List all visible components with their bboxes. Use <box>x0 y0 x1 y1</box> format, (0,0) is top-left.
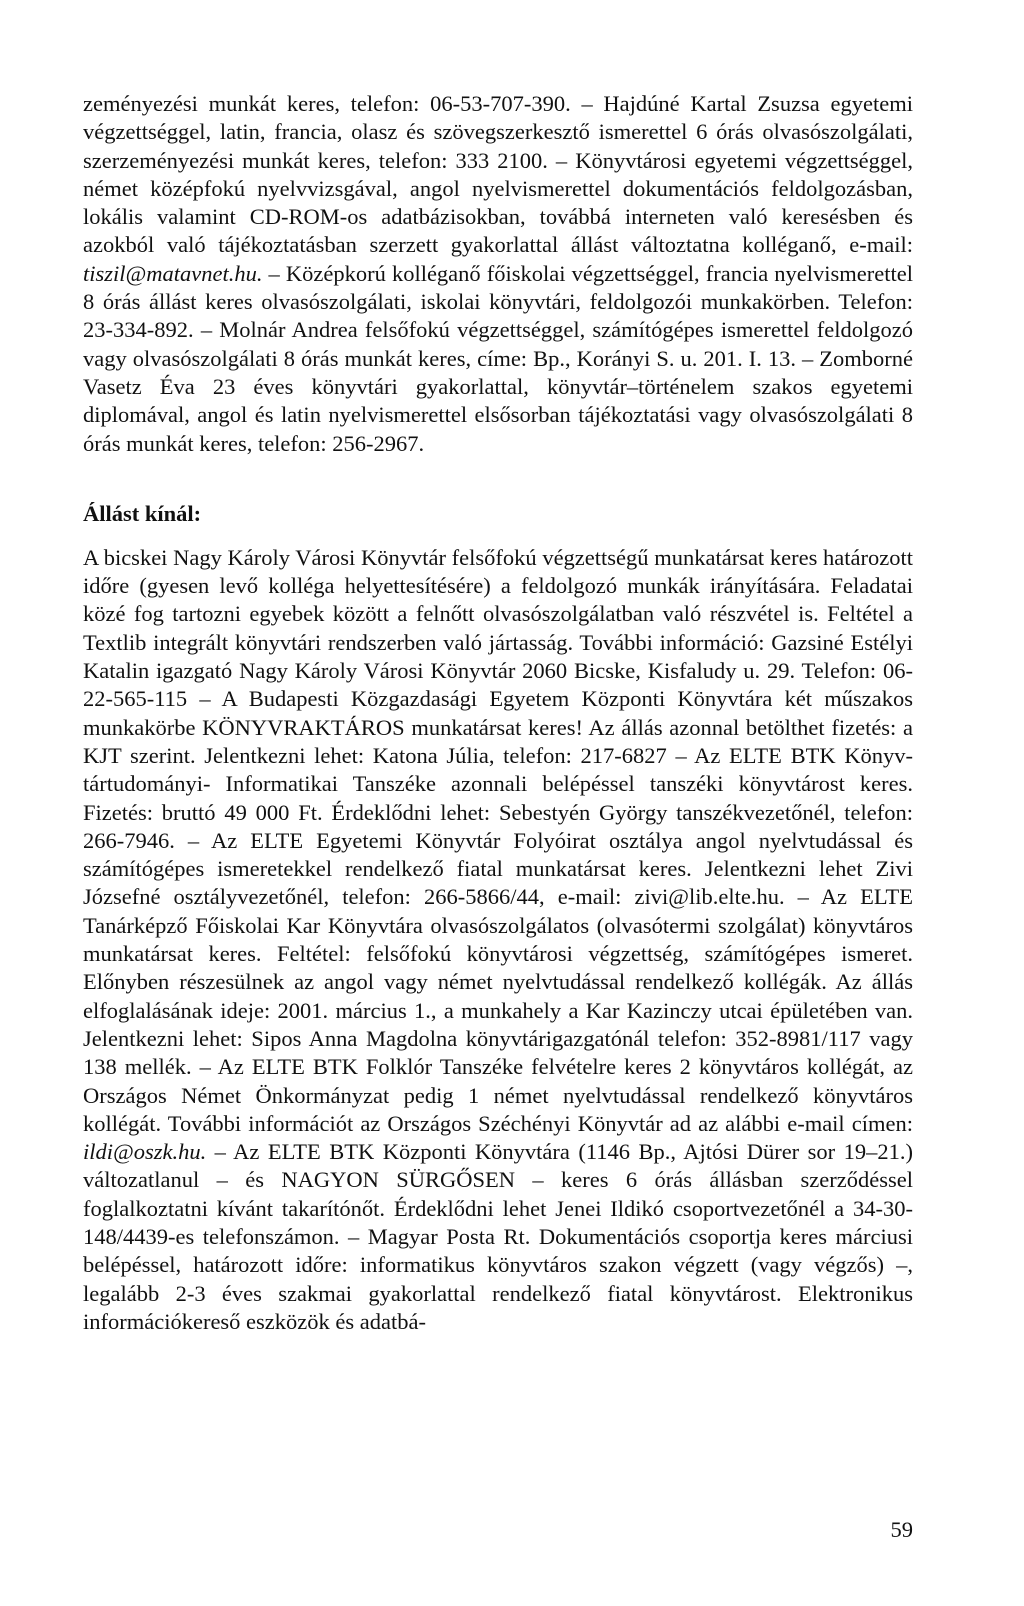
job-seekers-paragraph <box>83 90 913 458</box>
document-page <box>83 90 913 1336</box>
paragraph-2-text-b: – Az ELTE BTK Központi Könyvtára (1146 Bp., Ajtósi Dürer sor 19–21.) változatlanul – és NAGYON SÜRGŐSEN – keres 6 órás állásban szerződéssel foglalkoztatni kívánt takarítónőt. Érdeklődni lehet Jenei Ildikó csoportvezetőnél a 34-30-148/4439-es telefonszámon. – Magyar Posta Rt. Dokumentációs csoportja keres márciusi belépéssel, határozott időre: informatikus könyvtáros szakon végzett (vagy végzős) –, legalább 2-3 éves szakmai gyakorlattal rendelkező fiatal könyvtárost. Elektronikus információkereső eszközök és adatbá- <box>83 1139 913 1334</box>
email-ildi-link: ildi@oszk.hu. <box>83 1139 207 1165</box>
email-tiszil-link: tiszil@matavnet.hu. <box>83 260 263 286</box>
page-number: 59 <box>890 1517 913 1542</box>
paragraph-1-text-b: – Középkorú kolléganő főiskolai végzettséggel, francia nyelvismerettel 8 órás állást keres olvasószolgálati, iskolai könyvtári, feldolgozói munkakörben. Telefon: 23-334-892. – Molnár Andrea felsőfokú végzettséggel, számítógépes ismerettel feldolgozó vagy olvasószolgálati 8 órás munkát keres, címe: Bp., Korányi S. u. 201. I. 13. – Zomborné Vasetz Éva 23 éves könyvtári gyakorlattal, könyvtár–történelem szakos egyetemi diplomával, angol és latin nyelvismerettel elsősorban tájékoztatási vagy olvasószolgálati 8 órás munkát keres, telefon: 256-2967. <box>83 260 913 456</box>
section-heading-job-offers: Állást kínál: <box>83 500 202 526</box>
paragraph-2-text-a: A bicskei Nagy Károly Városi Könyvtár felsőfokú végzettségű munkatársat keres határozott időre (gyesen levő kolléga helyettesítésére) a feldolgozó munkák irányítására. Feladatai közé fog tartozni egyebek között a felnőtt olvasószolgálatban való részvétel is. Feltétel a Textlib integrált könyvtári rendszerben való jártasság. További információ: Gazsiné Estélyi Katalin igazgató Nagy Károly Városi Könyvtár 2060 Bicske, Kisfaludy u. 29. Telefon: 06-22-565-115 – A Budapesti Közgazdasági Egyetem Központi Könyvtára két műszakos munkakörbe KÖNYVRAKTÁROS munkatársat keres! Az állás azonnal betölthet fizetés: a KJT szerint. Jelentkezni lehet: Katona Júlia, telefon: 217-6827 – Az ELTE BTK Könyvtártudományi- Informatikai Tanszéke azonnali belépéssel tanszéki könyvtárost keres. Fizetés: bruttó 49 000 Ft. Érdeklődni lehet: Sebestyén György tanszékvezetőnél, telefon: 266-7946. – Az ELTE Egyetemi Könyvtár Folyóirat osztálya angol nyelvtudással és számítógépes ismeretekkel rendelkező fiatal munkatársat keres. Jelentkezni lehet Zivi Józsefné osztályvezetőnél, telefon: 266-5866/44, e-mail: zivi@lib.elte.hu. – Az ELTE Tanárképző Főiskolai Kar Könyvtára olvasószolgálatos (olvasótermi szolgálat) könyvtáros munkatársat keres. Feltétel: felsőfokú könyvtárosi végzettség, számítógépes ismeret. Előnyben részesülnek az angol vagy német nyelvtudással rendelkező kollégák. Az állás elfoglalásának ideje: 2001. március 1., a munkahely a Kar Kazinczy utcai épületében van. Jelentkezni lehet: Sipos Anna Magdolna könyvtárigazgatónál telefon: 352-8981/117 vagy 138 mellék. – Az ELTE BTK Folklór Tanszéke felvételre keres 2 könyvtáros kollégát, az Országos Német Önkormányzat pedig 1 német nyelvtudással rendelkező könyvtáros kollégát. További információt az Országos Széchényi Könyvtár ad az alábbi e-mail címen: <box>83 544 913 1136</box>
job-offers-paragraph <box>83 544 913 1336</box>
paragraph-1-text-a: zeményezési munkát keres, telefon: 06-53-707-390. – Hajdúné Kartal Zsuzsa egyetemi végzettséggel, latin, francia, olasz és szövegszerkesztő ismerettel 6 órás olvasószolgálati, szerzeményezési munkát keres, telefon: 333 2100. – Könyvtárosi egyetemi végzettséggel, német középfokú nyelvvizsgával, angol nyelvismerettel dokumentációs feldolgozásban, lokális valamint CD-ROM-os adatbázisokban, továbbá interneten való keresésben és azokból való tájékoztatásban szerzett gyakorlattal állást változtatna kolléganő, e-mail: <box>83 91 913 258</box>
